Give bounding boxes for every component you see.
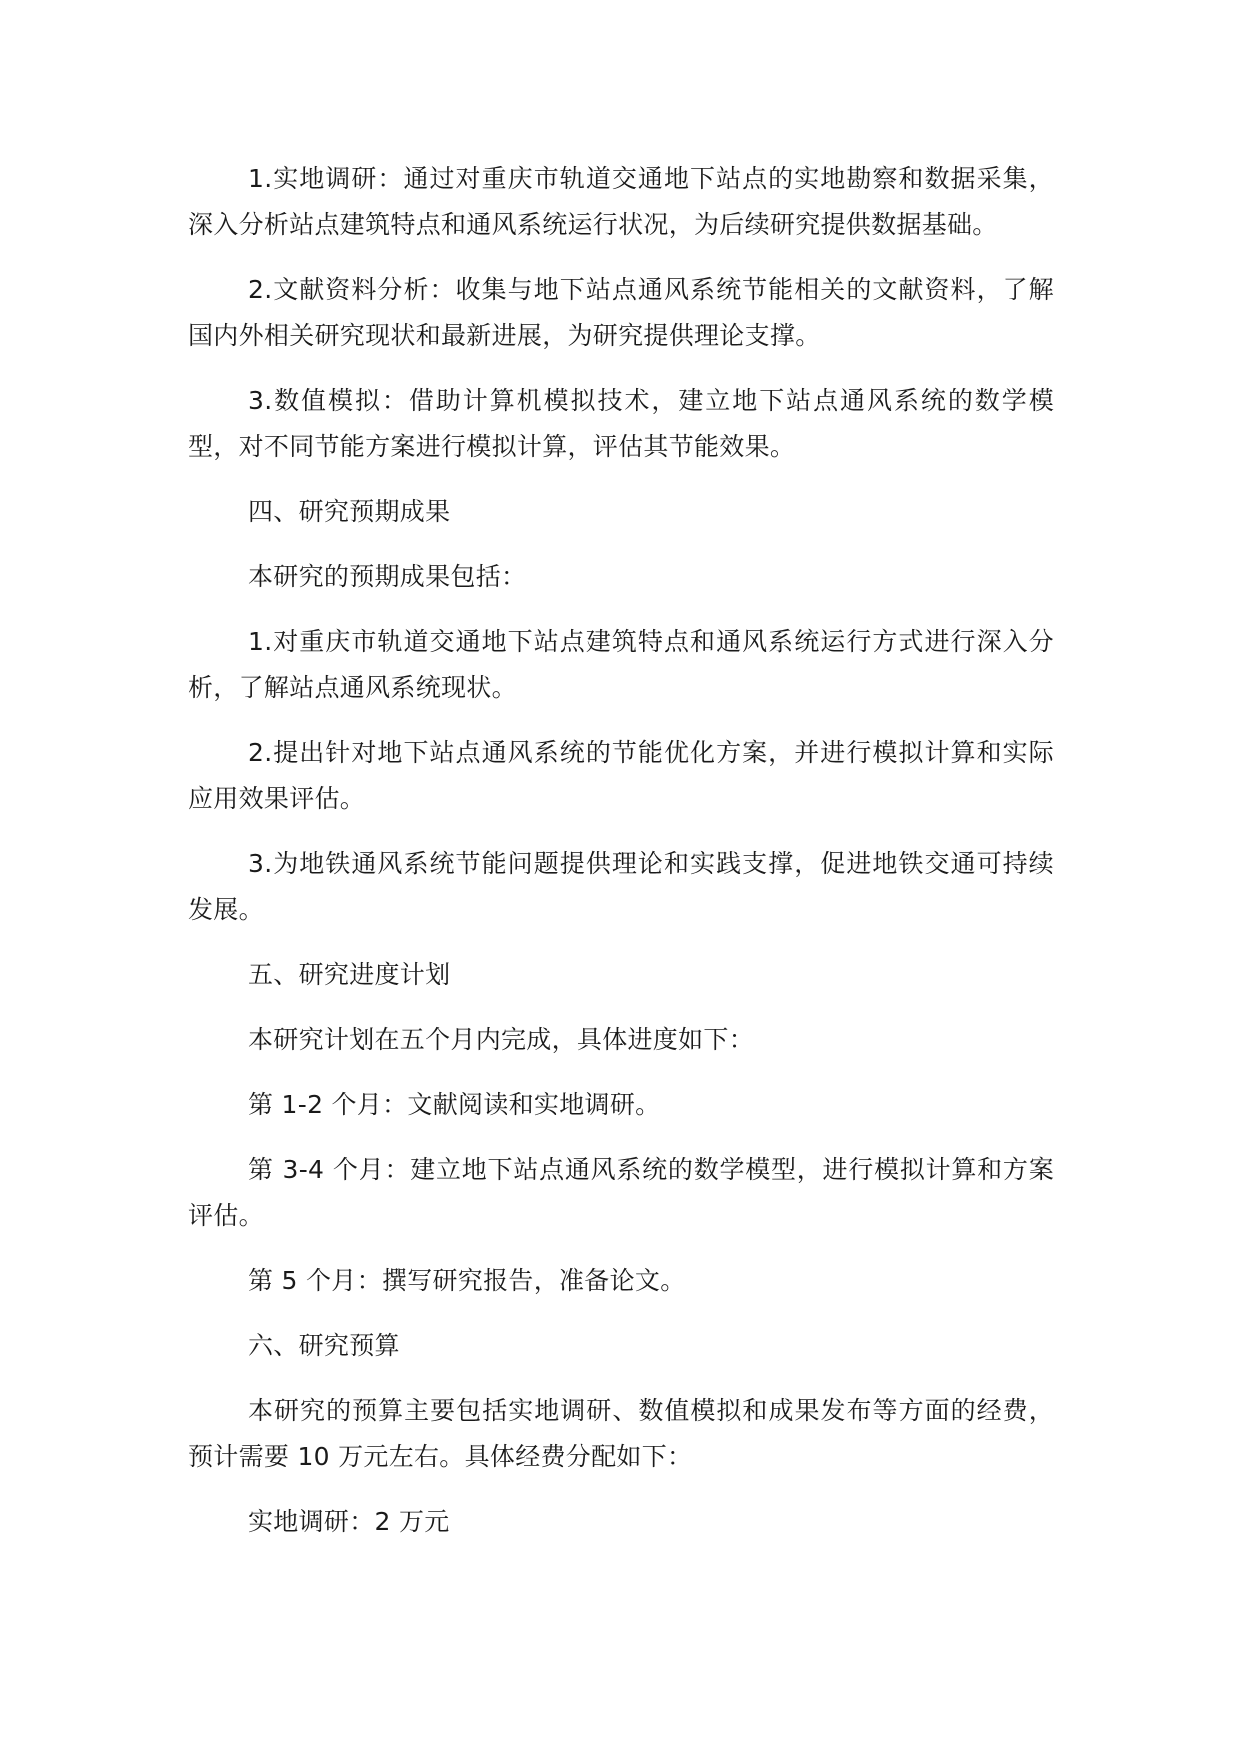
paragraph-method-simulation: 3.数值模拟：借助计算机模拟技术，建立地下站点通风系统的数学模型，对不同节能方案进行模拟计算，评估其节能效果。 [188, 386, 1054, 461]
paragraph-schedule-intro: 本研究计划在五个月内完成，具体进度如下： [248, 1025, 755, 1054]
paragraph-expected-2: 2.提出针对地下站点通风系统的节能优化方案，并进行模拟计算和实际应用效果评估。 [188, 738, 1054, 813]
paragraph-schedule-month-1-2: 第 1-2 个月：文献阅读和实地调研。 [248, 1090, 661, 1119]
document-page [188, 156, 1054, 1545]
paragraph-schedule-month-3-4: 第 3-4 个月：建立地下站点通风系统的数学模型，进行模拟计算和方案评估。 [188, 1155, 1054, 1230]
paragraph-expected-3: 3.为地铁通风系统节能问题提供理论和实践支撑，促进地铁交通可持续发展。 [188, 849, 1054, 924]
paragraph-budget-field-survey: 实地调研：2 万元 [248, 1507, 450, 1536]
paragraph-budget-intro: 本研究的预算主要包括实地调研、数值模拟和成果发布等方面的经费，预计需要 10 万元左右。具体经费分配如下： [188, 1396, 1054, 1471]
section-heading-expected-results: 四、研究预期成果 [248, 497, 451, 526]
paragraph-schedule-month-5: 第 5 个月：撰写研究报告，准备论文。 [248, 1266, 686, 1295]
paragraph-expected-intro: 本研究的预期成果包括： [248, 562, 527, 591]
paragraph-expected-1: 1.对重庆市轨道交通地下站点建筑特点和通风系统运行方式进行深入分析，了解站点通风系统现状。 [188, 627, 1054, 702]
section-heading-schedule: 五、研究进度计划 [248, 960, 451, 989]
paragraph-method-literature: 2.文献资料分析：收集与地下站点通风系统节能相关的文献资料，了解国内外相关研究现状和最新进展，为研究提供理论支撑。 [188, 275, 1054, 350]
paragraph-method-field-survey: 1.实地调研：通过对重庆市轨道交通地下站点的实地勘察和数据采集，深入分析站点建筑特点和通风系统运行状况，为后续研究提供数据基础。 [188, 164, 1054, 239]
section-heading-budget: 六、研究预算 [248, 1331, 400, 1360]
